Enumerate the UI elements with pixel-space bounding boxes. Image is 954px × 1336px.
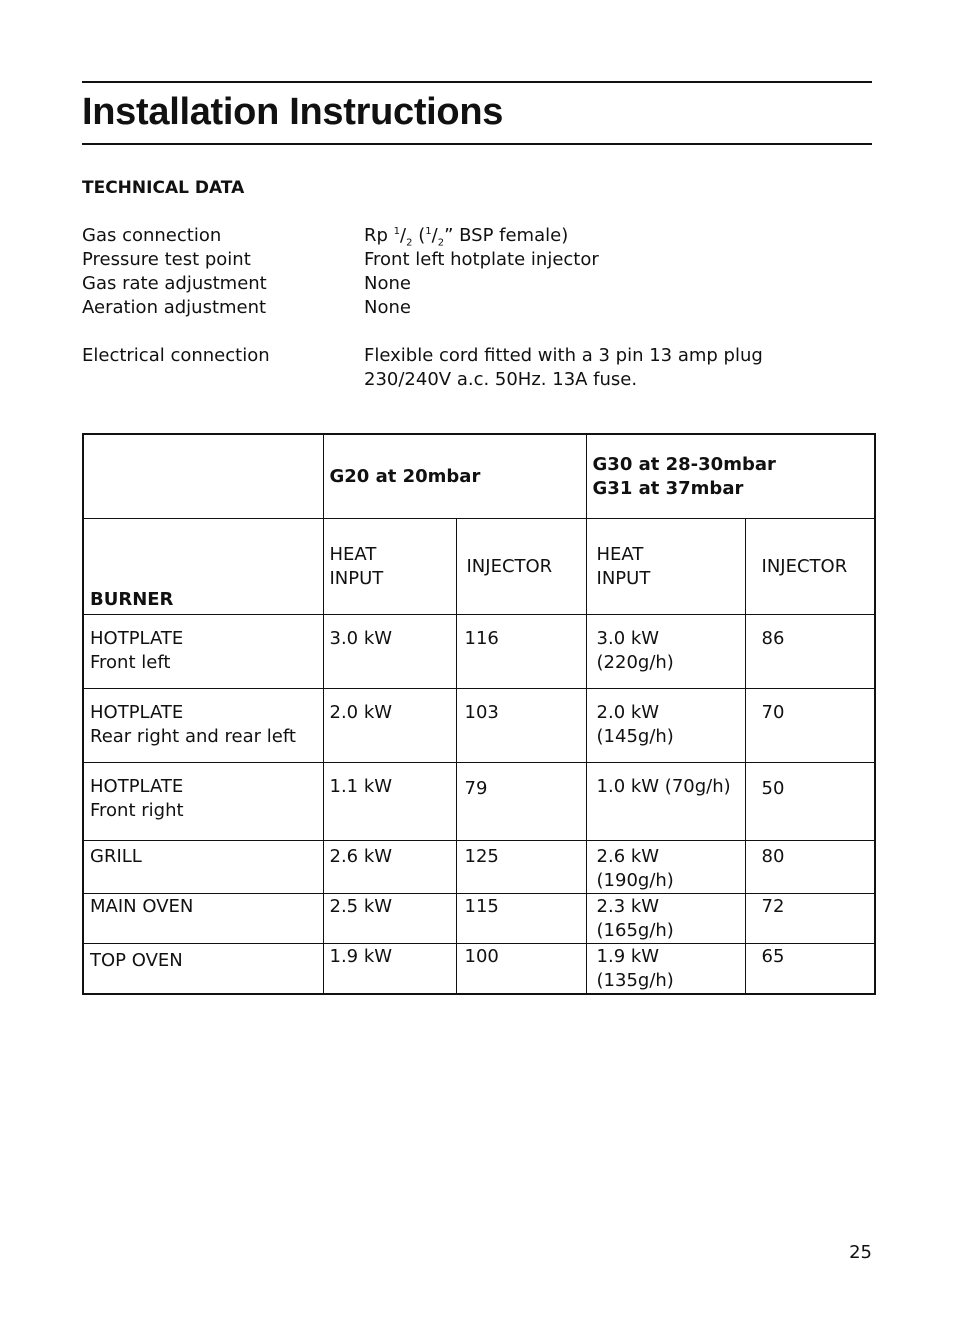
burner-position: Rear right and rear left bbox=[90, 726, 296, 747]
spec-label: Electrical connection bbox=[82, 345, 270, 366]
column-header-burner: BURNER bbox=[83, 519, 323, 615]
burner-name: HOTPLATE bbox=[90, 702, 184, 723]
g20-heat-cell: 2.6 kW bbox=[323, 841, 456, 894]
heat-input-line1: HEAT bbox=[329, 543, 377, 565]
page-number: 25 bbox=[849, 1242, 872, 1263]
g30-heat-cell: 1.0 kW (70g/h) bbox=[586, 763, 745, 841]
g20-heat-cell: 1.1 kW bbox=[323, 763, 456, 841]
group-header-g31: G31 at 37mbar bbox=[592, 477, 744, 499]
table-corner-cell bbox=[83, 434, 323, 519]
header-rule-bottom bbox=[82, 143, 872, 145]
g30-heat-cell: 2.6 kW (190g/h) bbox=[586, 841, 745, 894]
g20-heat-cell: 2.0 kW bbox=[323, 689, 456, 763]
g20-heat-cell: 3.0 kW bbox=[323, 615, 456, 689]
fraction-denominator: 2 bbox=[406, 237, 413, 249]
spec-value-prefix: Rp bbox=[364, 225, 394, 246]
g20-injector-cell: 100 bbox=[456, 944, 586, 995]
fraction-denominator: 2 bbox=[437, 237, 445, 249]
spec-value: None bbox=[364, 273, 411, 294]
g30-injector-cell: 72 bbox=[745, 894, 875, 944]
spec-label: Aeration adjustment bbox=[82, 297, 267, 318]
burner-cell: MAIN OVEN bbox=[83, 894, 323, 944]
spec-value: None bbox=[364, 297, 411, 318]
table-group-header-row bbox=[83, 434, 875, 519]
burner-cell bbox=[83, 615, 323, 689]
fraction-numerator: 1 bbox=[425, 226, 432, 237]
fraction-slash: / bbox=[431, 225, 438, 246]
g30-heat-cell: 1.9 kW (135g/h) bbox=[586, 944, 745, 995]
column-header-g20-injector: INJECTOR bbox=[456, 519, 586, 615]
burner-name: HOTPLATE bbox=[90, 776, 184, 797]
g20-injector-cell: 116 bbox=[456, 615, 586, 689]
spec-value-line1: Flexible cord fitted with a 3 pin 13 amp plug bbox=[364, 345, 763, 366]
group-header-g30: G30 at 28-30mbar bbox=[592, 453, 776, 475]
fraction-slash: / bbox=[400, 225, 407, 246]
technical-data-table bbox=[82, 433, 876, 995]
table-row bbox=[83, 615, 875, 689]
table-row bbox=[83, 689, 875, 763]
burner-cell bbox=[83, 763, 323, 841]
g20-injector-cell: 79 bbox=[456, 763, 586, 841]
g30-injector-cell: 70 bbox=[745, 689, 875, 763]
table-row bbox=[83, 944, 875, 995]
section-heading: TECHNICAL DATA bbox=[82, 178, 245, 198]
burner-position: Front right bbox=[90, 800, 184, 821]
burner-position: Front left bbox=[90, 652, 171, 673]
header-rule-top bbox=[82, 81, 872, 83]
burner-cell: GRILL bbox=[83, 841, 323, 894]
table-column-header-row bbox=[83, 519, 875, 615]
g30-injector-cell: 65 bbox=[745, 944, 875, 995]
g20-injector-cell: 115 bbox=[456, 894, 586, 944]
table-row bbox=[83, 894, 875, 944]
g20-heat-cell: 1.9 kW bbox=[323, 944, 456, 995]
burner-cell bbox=[83, 689, 323, 763]
page-title: Installation Instructions bbox=[82, 91, 504, 133]
g30-injector-cell: 86 bbox=[745, 615, 875, 689]
column-header-g30-injector: INJECTOR bbox=[745, 519, 875, 615]
heat-input-line2: INPUT bbox=[596, 567, 651, 589]
spec-label: Gas connection bbox=[82, 225, 222, 246]
g20-heat-cell: 2.5 kW bbox=[323, 894, 456, 944]
spec-value-line2: 230/240V a.c. 50Hz. 13A fuse. bbox=[364, 369, 638, 390]
g30-heat-cell: 2.3 kW (165g/h) bbox=[586, 894, 745, 944]
fraction-numerator: 1 bbox=[393, 226, 401, 237]
g20-injector-cell: 125 bbox=[456, 841, 586, 894]
column-header-g30-heat-input bbox=[586, 519, 745, 615]
table-row bbox=[83, 763, 875, 841]
group-header-g30-g31 bbox=[586, 434, 875, 519]
spec-label: Gas rate adjustment bbox=[82, 273, 267, 294]
spec-value-suffix: ” BSP female) bbox=[444, 225, 569, 246]
heat-input-line2: INPUT bbox=[329, 567, 384, 589]
spec-value: Front left hotplate injector bbox=[364, 249, 599, 270]
spec-label: Pressure test point bbox=[82, 249, 251, 270]
g30-heat-cell: 2.0 kW (145g/h) bbox=[586, 689, 745, 763]
g30-injector-cell: 50 bbox=[745, 763, 875, 841]
g30-heat-cell: 3.0 kW (220g/h) bbox=[586, 615, 745, 689]
group-header-g20: G20 at 20mbar bbox=[323, 434, 586, 519]
table-row bbox=[83, 841, 875, 894]
heat-input-line1: HEAT bbox=[596, 543, 644, 565]
column-header-g20-heat-input bbox=[323, 519, 456, 615]
burner-cell: TOP OVEN bbox=[83, 944, 323, 995]
g20-injector-cell: 103 bbox=[456, 689, 586, 763]
burner-name: HOTPLATE bbox=[90, 628, 184, 649]
spec-value-paren: ( bbox=[412, 225, 426, 246]
g30-injector-cell: 80 bbox=[745, 841, 875, 894]
spec-value bbox=[364, 224, 568, 248]
